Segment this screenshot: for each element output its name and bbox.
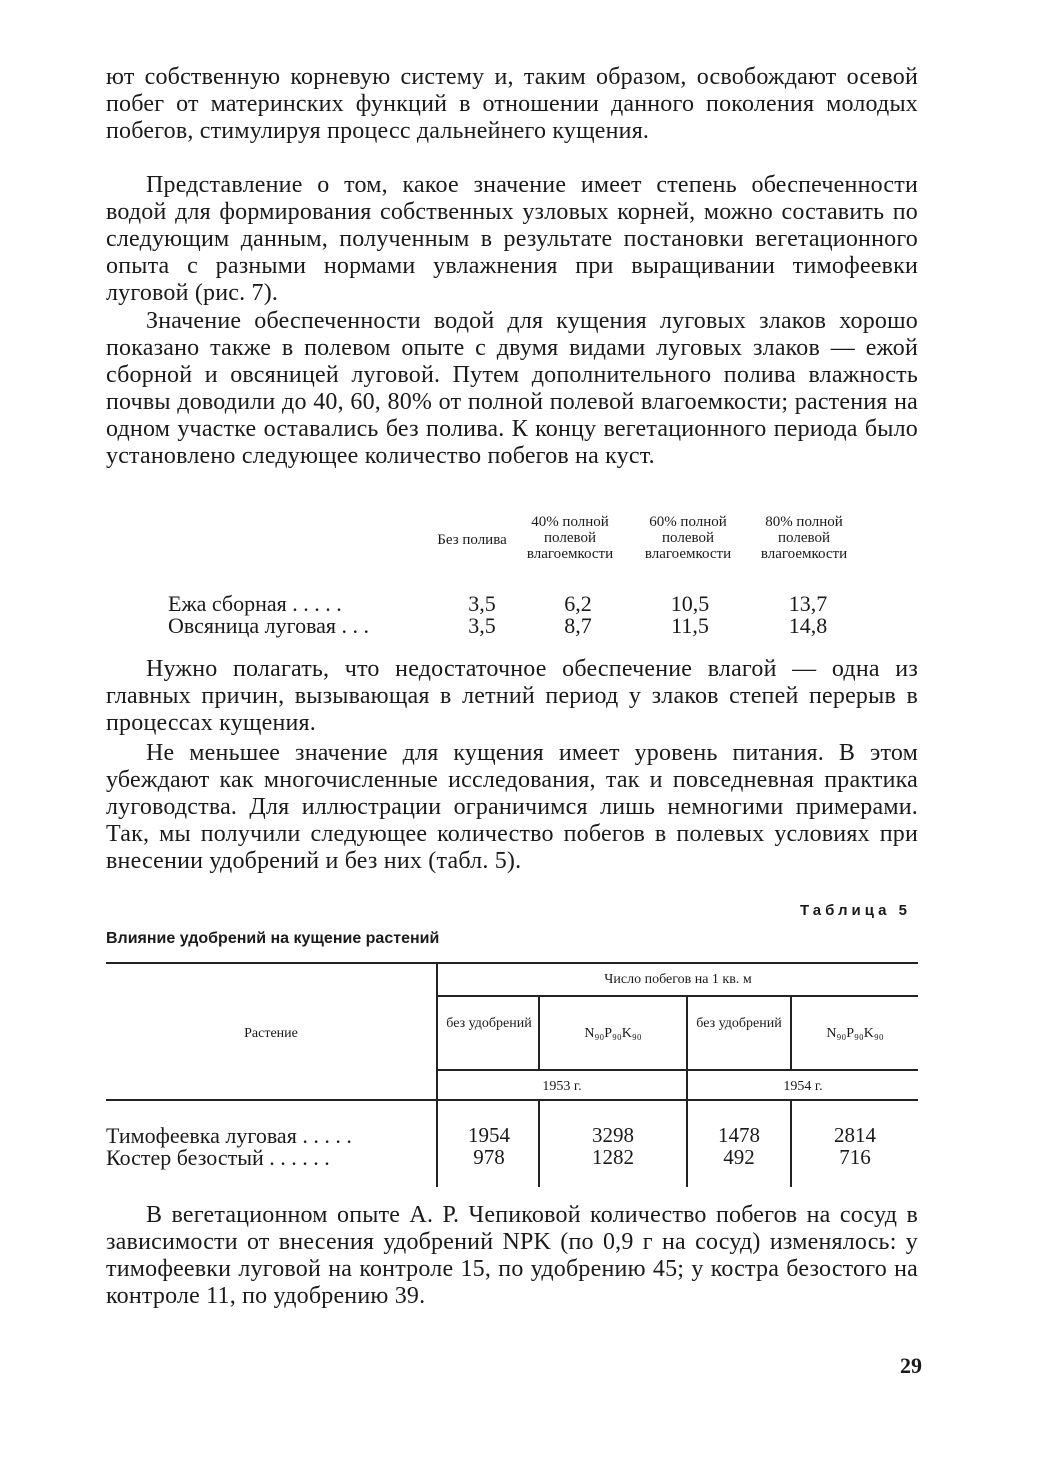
paragraph-3: Значение обеспеченности водой для кущения луговых злаков хорошо показано также в полевом опыте с двумя видами луговых злаков — ежой сборной и овсяницей луговой. Путем дополнительного полива влажность почвы доводили до 40, 60, 80% от полной полевой влагоемкости; растения на одном участке оставались без полива. К концу вегетационного периода было установлено следующее количество побегов на куст. [106,308,918,469]
table-5 [106,962,918,1187]
row-name: Овсяница луговая . . . [168,613,370,638]
rule-top [106,962,918,964]
header-80: 80% полной полевой влагоемкости [760,514,848,562]
cell: 3,5 [468,591,496,616]
rule-v1 [436,962,438,1187]
cell: 3,5 [468,613,496,638]
table-row [150,614,870,638]
cell: 14,8 [788,613,828,638]
year-1954: 1954 г. [783,1079,823,1094]
paragraph-4: Нужно полагать, что недостаточное обеспечение влагой — одна из главных причин, вызывающая в летний период у злаков степей перерыв в процессах кущения. [106,656,918,736]
subheader: N₉₀P₉₀K₉₀ [826,1026,884,1041]
table-label: Таблица 5 [800,902,912,919]
header-shoots: Число побегов на 1 кв. м [604,972,752,987]
row-name: Костер безостый . . . . . . [106,1145,330,1170]
header-40: 40% полной полевой влагоемкости [526,514,614,562]
cell: 13,7 [788,591,828,616]
cell: 11,5 [671,613,709,638]
rule-year [438,1069,918,1071]
rule-group [438,995,918,997]
paragraph-6: В вегетационном опыте А. Р. Чепиковой количество побегов на сосуд в зависимости от внесения удобрений NPK (по 0,9 г на сосуд) изменялось: у тимофеевки луговой на контроле 15, по удобрению 45; у костра безостого на контроле 11, по удобрению 39. [106,1202,918,1309]
paragraph-1: ют собственную корневую систему и, таким образом, освобождают осевой побег от материнских функций в отношении данного поколения молодых побегов, стимулируя процесс дальнейнего кущения. [106,64,918,144]
header-60: 60% полной полевой влагоемкости [644,514,732,562]
table-title: Влияние удобрений на кущение растений [106,930,440,947]
paragraph-2: Представление о том, какое значение имеет степень обеспеченности водой для формирования собственных узловых корней, можно составить по следующим данным, полученным в результате постановки вегетационного опыта с разными нормами увлажнения при выращивании тимофеевки луговой (рис. 7). [106,172,918,306]
cell: 10,5 [670,591,710,616]
row-name: Ежа сборная . . . . . [168,591,342,616]
subheader: без удобрений [696,1016,782,1031]
cell: 716 [839,1145,871,1169]
row-name: Тимофеевка луговая . . . . . [106,1123,352,1148]
cell: 978 [473,1145,505,1169]
subheader: N₉₀P₉₀K₉₀ [584,1026,642,1041]
subheader: без удобрений [446,1016,532,1031]
header-no-irrigation: Без полива [437,532,507,548]
cell: 1478 [718,1123,760,1147]
rule-header-bottom [106,1099,918,1101]
cell: 492 [723,1145,755,1169]
cell: 1282 [592,1145,634,1169]
year-1953: 1953 г. [542,1079,582,1094]
cell: 6,2 [564,591,592,616]
header-plant: Растение [244,1026,298,1041]
paragraph-5: Не меньшее значение для кущения имеет уровень питания. В этом убеждают как многочисленные исследования, так и повседневная практика луговодства. Для иллюстрации ограничимся лишь немногими примерами. Так, мы получили следующее количество побегов в полевых условиях при внесении удобрений и без них (табл. 5). [106,740,918,874]
cell: 3298 [592,1123,634,1147]
cell: 1954 [468,1123,510,1147]
cell: 2814 [834,1123,876,1147]
page-number: 29 [900,1353,922,1378]
cell: 8,7 [564,613,592,638]
